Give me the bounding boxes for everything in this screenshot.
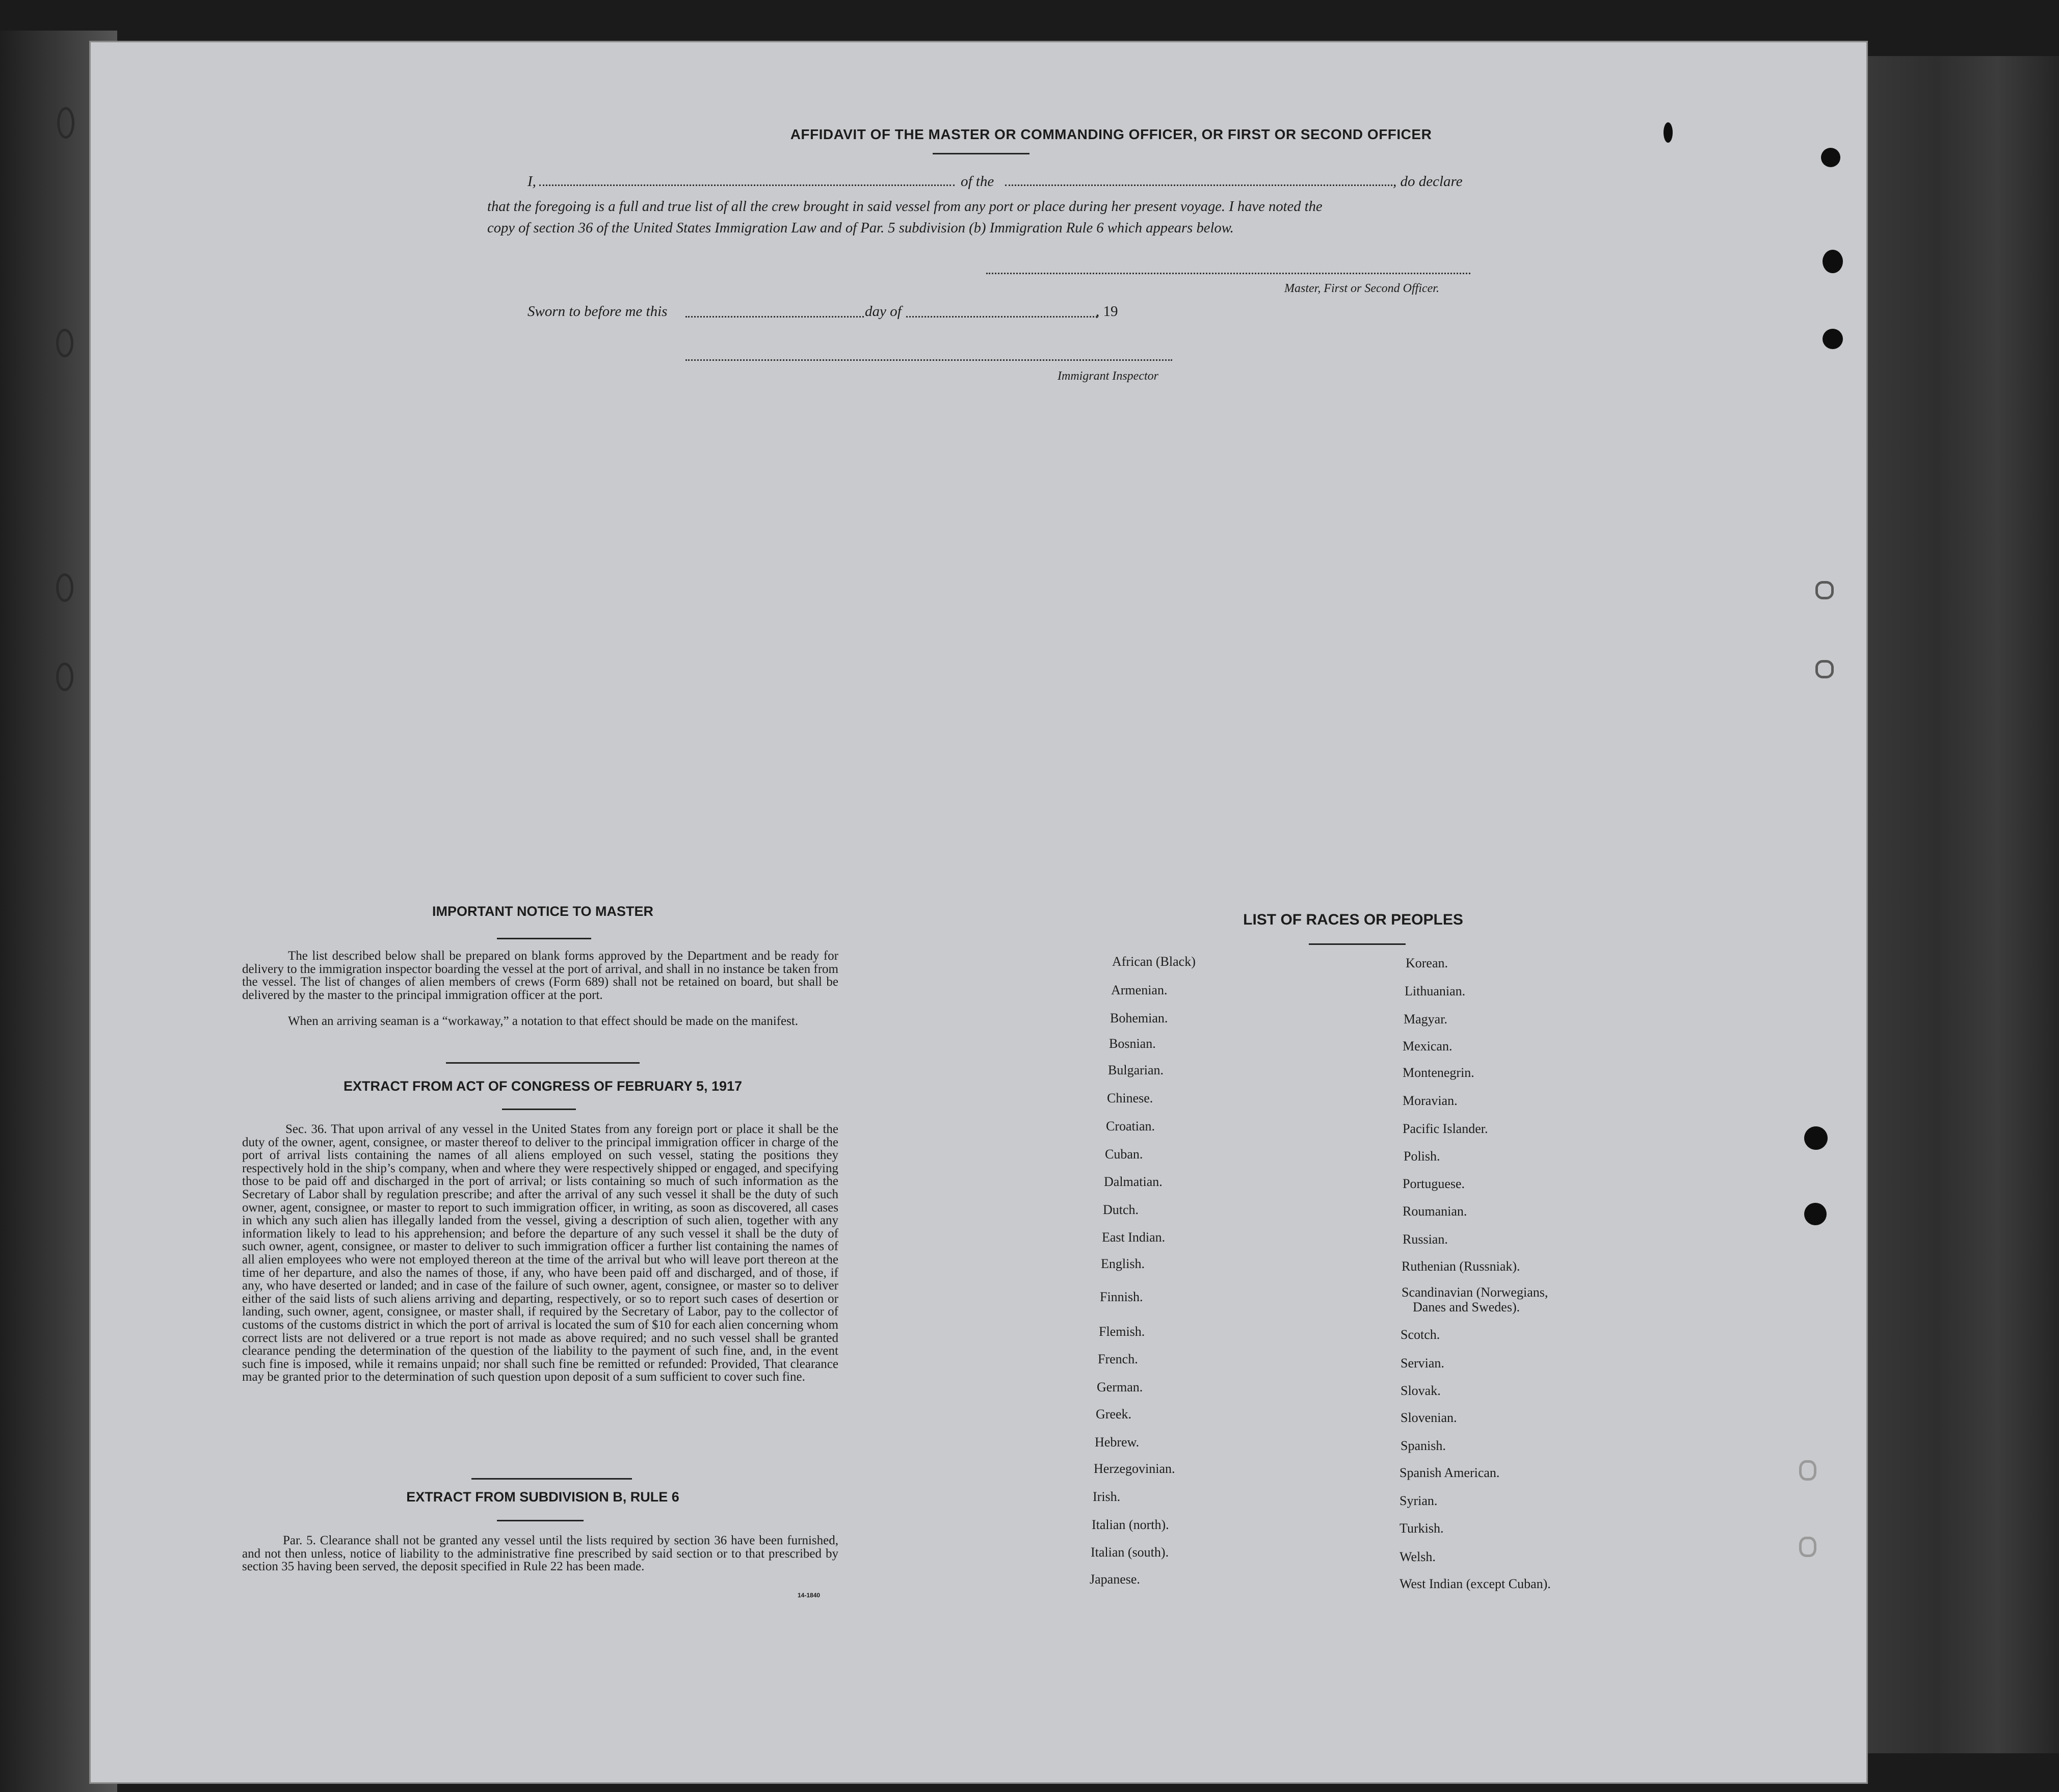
race-item: Moravian. [1403,1093,1458,1108]
extract-rule-title: EXTRACT FROM SUBDIVISION B, RULE 6 [406,1489,679,1505]
affidavit-line-3: copy of section 36 of the United States Immigration Law and of Par. 5 subdivision (b) Immigration Rule 6 which appears below. [487,220,1234,236]
punch-hole-icon [1799,1537,1816,1557]
vessel-blank-field[interactable] [1005,185,1392,186]
punch-mark-icon [1823,250,1843,273]
extract-act-title: EXTRACT FROM ACT OF CONGRESS OF FEBRUARY 5, 1917 [343,1078,743,1094]
race-item: Bohemian. [1110,1011,1168,1025]
punch-mark-icon [1804,1203,1827,1225]
race-item: German. [1097,1380,1143,1394]
race-item: Chinese. [1107,1091,1153,1105]
master-signature-field[interactable] [986,273,1470,274]
race-item: West Indian (except Cuban). [1400,1576,1551,1591]
punch-hole-icon [1815,581,1834,599]
affidavit-i: I, [527,173,536,190]
binding-hole-icon [56,329,73,357]
race-item: Slovak. [1401,1383,1441,1398]
race-item: Turkish. [1400,1521,1444,1536]
punch-hole-icon [1799,1460,1816,1481]
race-item: Slovenian. [1401,1410,1457,1425]
divider [1309,943,1406,945]
race-item: Magyar. [1404,1012,1447,1026]
affidavit-declare: , do declare [1393,173,1463,190]
race-item: Roumanian. [1403,1204,1467,1219]
race-item: Danes and Swedes). [1413,1300,1520,1314]
divider [497,938,591,939]
inspector-signature-field[interactable] [685,359,1172,361]
divider [502,1109,576,1110]
race-item: Syrian. [1400,1493,1438,1508]
punch-mark-icon [1821,148,1840,167]
sworn-day-field[interactable] [685,316,864,318]
race-item: Russian. [1403,1232,1448,1247]
race-item: Japanese. [1090,1572,1140,1587]
race-item: Flemish. [1099,1324,1145,1339]
race-item: French. [1098,1352,1138,1366]
divider [497,1520,584,1521]
race-item: Irish. [1093,1489,1121,1504]
race-item: English. [1101,1256,1145,1271]
race-item: Croatian. [1106,1119,1155,1134]
punch-mark-icon [1804,1126,1828,1150]
punch-hole-icon [1815,660,1834,678]
race-item: Dutch. [1103,1202,1139,1217]
notice-title: IMPORTANT NOTICE TO MASTER [432,904,653,919]
notice-paragraph-2: When an arriving seaman is a “workaway,” a notation to that effect should be made on the manifest. [288,1014,799,1028]
binding-hole-icon [56,573,73,602]
race-item: Spanish American. [1400,1465,1500,1480]
signature-caption: Master, First or Second Officer. [1284,282,1439,295]
inspector-caption: Immigrant Inspector [1058,370,1158,383]
name-blank-field[interactable] [539,185,955,186]
binding-hole-icon [57,107,74,139]
year-label: , 19 [1096,303,1118,320]
divider [446,1062,640,1064]
race-item: Spanish. [1401,1438,1446,1453]
affidavit-of-the: of the [961,173,994,190]
affidavit-title: AFFIDAVIT OF THE MASTER OR COMMANDING OFFICER, OR FIRST OR SECOND OFFICER [790,126,1432,142]
race-item: Greek. [1096,1407,1132,1421]
race-item: Italian (north). [1092,1517,1169,1532]
sworn-month-field[interactable] [906,316,1097,318]
form-number: 14-1840 [798,1592,821,1599]
race-item: Scandinavian (Norwegians, [1402,1285,1548,1300]
affidavit-line-2: that the foregoing is a full and true list of all the crew brought in said vessel from any port or place during her present voyage. I have noted the [487,199,1323,215]
binding-hole-icon [56,663,73,691]
race-item: African (Black) [1112,954,1196,969]
divider [471,1478,632,1480]
race-item: Montenegrin. [1403,1065,1474,1080]
race-item: Pacific Islander. [1403,1121,1488,1136]
race-item: Welsh. [1400,1549,1436,1564]
divider [933,153,1030,154]
race-item: Servian. [1401,1356,1444,1371]
race-item: Finnish. [1100,1289,1143,1304]
race-item: Bulgarian. [1108,1063,1164,1077]
race-item: Dalmatian. [1104,1174,1163,1189]
extract-rule-text: Par. 5. Clearance shall not be granted any vessel until the lists required by section 36 have been furnished, and not then unless, notice of liability to the administrative fine prescribed by said section or to that prescribed by section 35 having been served, the deposit specified in Rule 22 has been made. [242,1534,838,1574]
races-title: LIST OF RACES OR PEOPLES [1243,911,1463,928]
race-item: Portuguese. [1403,1176,1465,1191]
race-item: East Indian. [1102,1230,1166,1245]
race-item: Scotch. [1401,1327,1440,1342]
punch-mark-icon [1823,329,1843,349]
race-item: Mexican. [1403,1039,1453,1053]
extract-act-text: Sec. 36. That upon arrival of any vessel in the United States from any foreign port or place it shall be the duty of the owner, agent, consignee, or master thereof to deliver to the principal immigration officer in charge of the port of arrival lists containing the names of all aliens employed on such vessel, stating the positions they respectively hold in the ship’s company, when and where they were respectively shipped or engaged, and specifying those to be paid off and discharged in the port of arrival; or lists containing so much of such information as the Secretary of Labor shall by regulation prescribe; and after the arrival of any such vessel it shall be the duty of such owner, agent, consignee, or master to report to such immigration officer, in writing, as soon as discovered, all cases in which any such alien has illegally landed from the vessel, giving a description of such alien, together with any information likely to lead to his apprehension; and before the departure of any such vessel it shall be the duty of such owner, agent, consignee, or master to deliver to such immigration officer a further list containing the names of all alien employees who were not employed thereon at the time of the arrival but who will leave port thereon at the time of her departure, and also the names of those, if any, who have been paid off and discharged, and of those, if any, who have deserted or landed; and in case of the failure of such owner, agent, consignee, or master so to deliver either of the said lists of such aliens arriving and departing, respectively, or so to report such cases of desertion or landing, such owner, agent, consignee, or master shall, if required by the Secretary of Labor, pay to the collector of customs of the customs district in which the port of arrival is located the sum of $10 for each alien concerning whom correct lists are not delivered or a true report is not made as above required; and no such vessel shall be granted clearance pending the determination of the question of the liability to the payment of such fine, and, in the event such fine is imposed, while it remains unpaid; nor shall such fine be remitted or refunded: Provided, That clearance may be granted prior to the determination of such question upon deposit of a sum sufficient to cover such fine. [242,1122,838,1384]
race-item: Hebrew. [1095,1435,1140,1450]
race-item: Lithuanian. [1405,984,1466,998]
race-item: Ruthenian (Russniak). [1402,1259,1520,1274]
race-item: Herzegovinian. [1094,1461,1175,1476]
race-item: Armenian. [1111,983,1168,997]
day-of-label: day of [865,303,902,320]
race-item: Italian (south). [1091,1545,1169,1560]
race-item: Korean. [1406,956,1448,970]
notice-paragraph-1: The list described below shall be prepared on blank forms approved by the Department and be ready for delivery to the immigration inspector boarding the vessel at the port of arrival, and shall in no instance be taken from the vessel. The list of changes of alien members of crews (Form 689) shall not be retained on board, but shall be delivered by the master to the principal immigration officer at the port. [242,949,838,1002]
race-item: Polish. [1404,1149,1440,1164]
race-item: Cuban. [1105,1147,1143,1162]
race-item: Bosnian. [1109,1036,1156,1051]
sworn-label: Sworn to before me this [527,303,668,320]
